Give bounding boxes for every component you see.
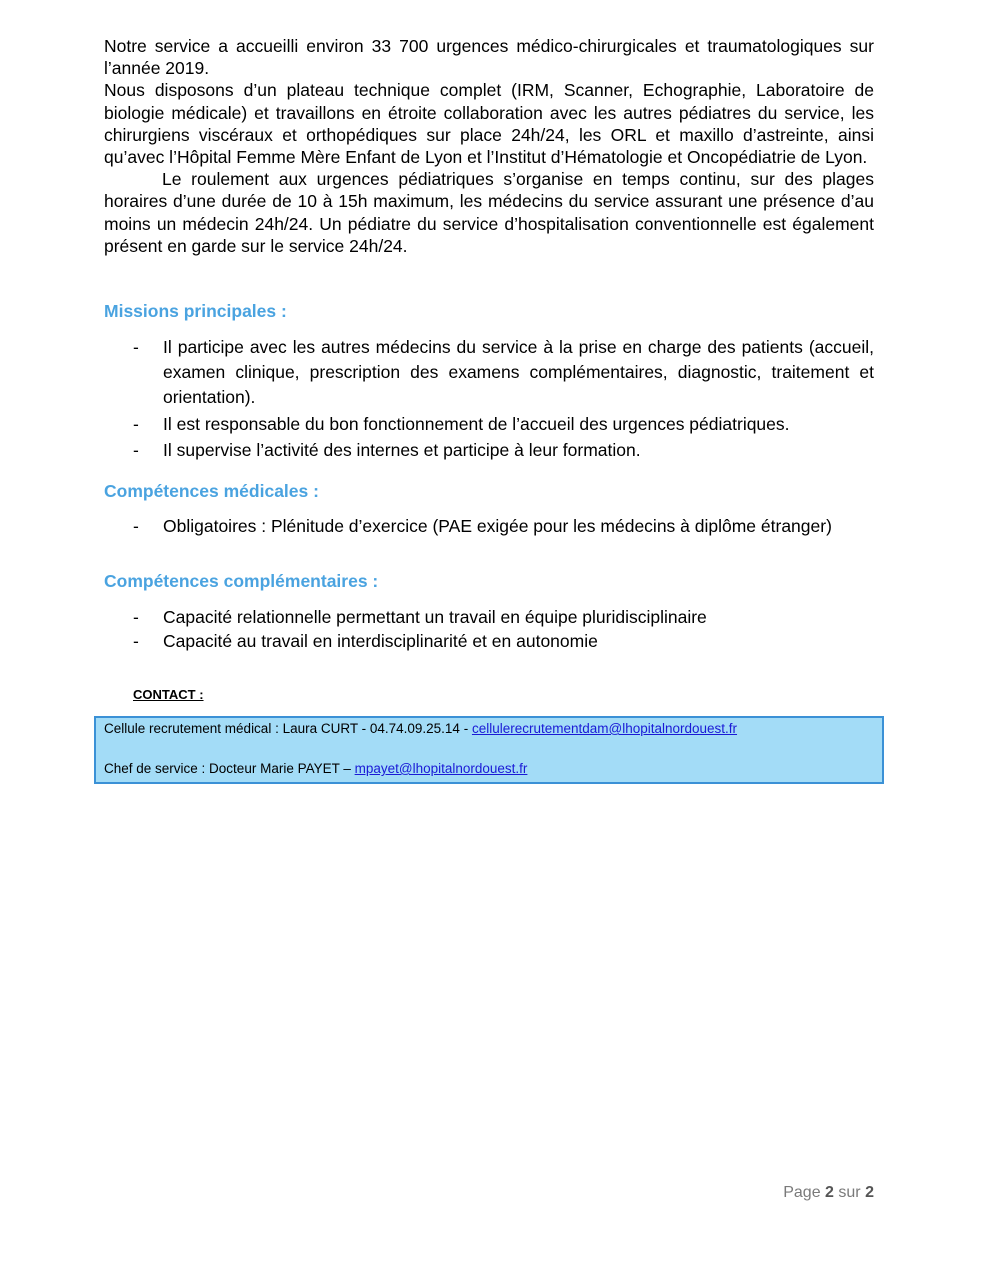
- page-number: Page 2 sur 2: [783, 1184, 874, 1201]
- list-item: - Capacité au travail en interdisciplinarité et en autonomie: [133, 631, 598, 651]
- list-item: - Capacité relationnelle permettant un travail en équipe pluridisciplinaire: [133, 607, 707, 627]
- competences-medicales-list: [104, 515, 874, 537]
- heading-competences-medicales: Compétences médicales :: [104, 481, 319, 501]
- list-item: - Il participe avec les autres médecins du service à la prise en charge des patients (accueil, examen clinique, prescription des examens complémentaires, diagnostic, traitement et orientation).: [133, 337, 874, 407]
- heading-competences-complementaires: Compétences complémentaires :: [104, 571, 379, 591]
- contact-label: CONTACT :: [133, 687, 204, 702]
- list-item: - Obligatoires : Plénitude d’exercice (PAE exigée pour les médecins à diplôme étranger): [133, 516, 832, 536]
- paragraph-rotation: Le roulement aux urgences pédiatriques s’organise en temps continu, sur des plages horaires d’une durée de 10 à 15h maximum, les médecins du service assurant une présence d’au moins un médecin 24h/24. Un pédiatre du service d’hospitalisation conventionnelle est également présent en garde sur le service 24h/24.: [104, 169, 874, 256]
- missions-list: [104, 335, 874, 463]
- contact-box: [94, 716, 884, 784]
- list-item: - Il est responsable du bon fonctionnement de l’accueil des urgences pédiatriques.: [133, 414, 790, 434]
- recruitment-email-link[interactable]: cellulerecrutementdam@lhopitalnordouest.fr: [471, 721, 738, 736]
- competences-complementaires-list: [104, 605, 874, 653]
- heading-missions: Missions principales :: [104, 301, 287, 321]
- chief-email-link[interactable]: mpayet@lhopitalnordouest.fr: [354, 761, 528, 776]
- list-item: - Il supervise l’activité des internes et participe à leur formation.: [133, 440, 641, 460]
- paragraph-service-volume: Notre service a accueilli environ 33 700 urgences médico-chirurgicales et traumatologiques sur l’année 2019.: [104, 36, 874, 79]
- contact-chief-line: Chef de service : Docteur Marie PAYET – mpayet@lhopitalnordouest.fr: [104, 761, 528, 776]
- paragraph-technical-platform: Nous disposons d’un plateau technique complet (IRM, Scanner, Echographie, Laboratoire de biologie médicale) et travaillons en étroite collaboration avec les autres pédiatres du service, les chirurgiens viscéraux et orthopédiques sur place 24h/24, les ORL et maxillo d’astreinte, ainsi qu’avec l’Hôpital Femme Mère Enfant de Lyon et l’Institut d’Hématologie et Oncopédiatrie de Lyon.: [104, 80, 874, 168]
- contact-recruitment-line: Cellule recrutement médical : Laura CURT - 04.74.09.25.14 - cellulerecrutementdam@lhopitalnordouest.fr: [104, 721, 738, 736]
- intro-text: [104, 35, 874, 257]
